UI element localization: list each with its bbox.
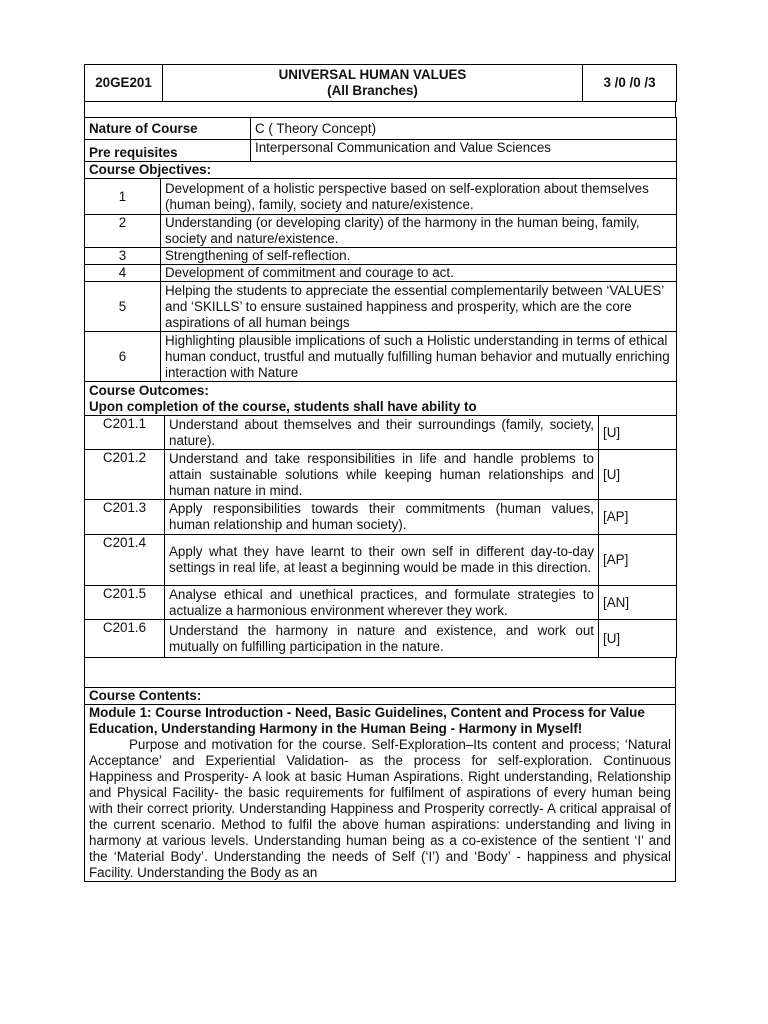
spacer-row-2 [84,657,676,688]
outcome-text: Understand the harmony in nature and existence, and work out mutually on fulfilling participation in the nature. [165,620,599,658]
module-1-cell [85,705,676,882]
objective-text: Understanding (or developing clarity) of the harmony in the human being, family, society and nature/existence. [161,215,677,248]
objectives-table [84,161,677,382]
contents-heading: Course Contents: [85,688,676,705]
objective-text: Development of a holistic perspective based on self-exploration about themselves (human being), family, society and nature/existence. [161,179,677,215]
outcome-level: [U] [599,450,677,500]
objective-num: 2 [85,215,161,248]
outcome-text: Apply what they have learnt to their own self in different day-to-day settings in real life, at least a beginning would be made in this direction. [165,535,599,586]
outcome-code: C201.4 [85,535,165,586]
outcomes-heading: Course Outcomes: [89,382,209,398]
module-1-title: Module 1: Course Introduction - Need, Basic Guidelines, Content and Process for Value Education, Understanding Harmony in the Human Being - Harmony in Myself! [89,705,645,736]
contents-table [84,687,676,882]
outcome-level: [AN] [599,586,677,620]
module-1-body: Purpose and motivation for the course. Self-Exploration–Its content and process; ‘Natural Acceptance’ and Experiential Validation- as the process for self-exploration. Continuous Happiness and Prosperity- A look at basic Human Aspirations. Right understanding, Relationship and Physical Facility- the basic requirements for fulfilment of aspirations of every human being with their correct priority. Understanding Happiness and Prosperity correctly- A critical appraisal of the current scenario. Method to fulfil the above human aspirations: understanding and living in harmony at various levels. Understanding human being as a co-existence of the sentient ‘I’ and the ‘Material Body’. Understanding the needs of Self (‘I’) and ‘Body’ - happiness and physical Facility. Understanding the Body as an [89,737,671,880]
nature-label: Nature of Course [85,118,251,140]
syllabus-page [84,64,676,882]
objective-text: Development of commitment and courage to act. [161,265,677,282]
objective-num: 4 [85,265,161,282]
outcome-level: [AP] [599,535,677,586]
spacer-cell [85,658,676,688]
objectives-heading: Course Objectives: [85,162,677,179]
course-title [163,65,583,102]
outcome-level: [U] [599,620,677,658]
objective-num: 6 [85,332,161,382]
spacer-cell [85,102,676,118]
nature-value: C ( Theory Concept) [251,118,677,140]
prereq-value: Interpersonal Communication and Value Sciences [251,140,677,162]
outcomes-heading-cell [85,382,677,416]
title-line: UNIVERSAL HUMAN VALUES [278,67,467,82]
outcomes-table [84,381,677,658]
outcome-code: C201.2 [85,450,165,500]
objective-text: Helping the students to appreciate the essential complementarily between ‘VALUES’ and ‘SKILLS’ to ensure sustained happiness and prosperity, which are the core aspirations of all human beings [161,282,677,332]
course-code: 20GE201 [85,65,163,102]
credits: 3 /0 /0 /3 [583,65,677,102]
outcome-text: Understand and take responsibilities in life and handle problems to attain sustainable solutions while keeping human relationships and human nature in mind. [165,450,599,500]
outcome-level: [AP] [599,500,677,535]
objective-text: Highlighting plausible implications of such a Holistic understanding in terms of ethical human conduct, trustful and mutually fulfilling human behavior and mutually enriching interaction with Nature [161,332,677,382]
outcome-code: C201.6 [85,620,165,658]
outcome-code: C201.3 [85,500,165,535]
objective-text: Strengthening of self-reflection. [161,248,677,265]
header-table [84,64,677,102]
spacer-row-1 [84,101,676,118]
outcome-text: Analyse ethical and unethical practices, and formulate strategies to actualize a harmonious environment wherever they work. [165,586,599,620]
outcome-level: [U] [599,416,677,450]
objective-num: 1 [85,179,161,215]
objective-num: 3 [85,248,161,265]
objective-num: 5 [85,282,161,332]
subtitle-line: (All Branches) [327,83,418,98]
course-info-table [84,117,677,162]
outcome-code: C201.5 [85,586,165,620]
outcome-code: C201.1 [85,416,165,450]
prereq-label: Pre requisites [85,140,251,162]
outcome-text: Understand about themselves and their surroundings (family, society, nature). [165,416,599,450]
outcome-text: Apply responsibilities towards their commitments (human values, human relationship and human society). [165,500,599,535]
outcomes-subheading: Upon completion of the course, students shall have ability to [89,398,477,414]
